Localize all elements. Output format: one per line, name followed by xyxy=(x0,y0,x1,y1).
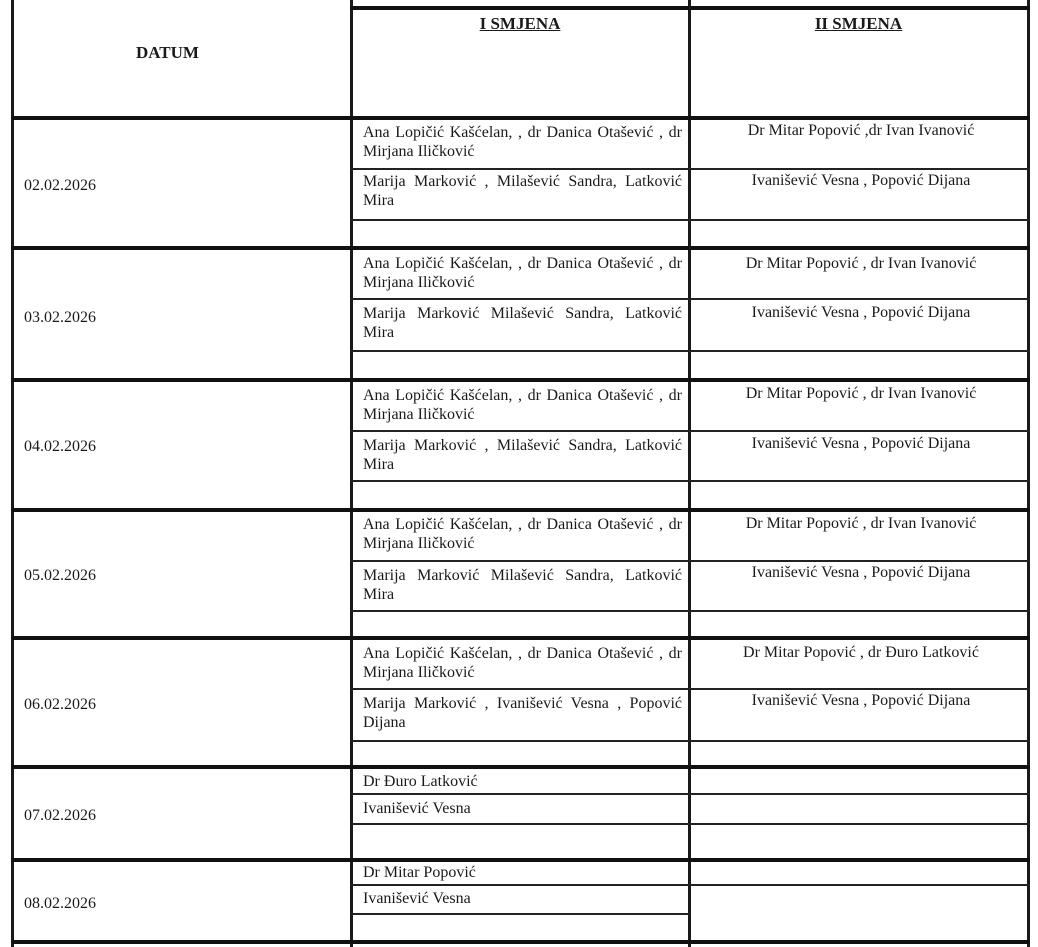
row-separator xyxy=(11,765,1030,769)
subrow-line xyxy=(350,793,1030,795)
shift1-nurses: Marija Marković Milašević Sandra, Latković Mira xyxy=(363,567,682,603)
row-separator xyxy=(11,940,1030,944)
row-separator xyxy=(11,116,1030,120)
row-separator xyxy=(11,508,1030,512)
shift1-doctors: Ana Lopičić Kašćelan, , dr Danica Otašević , dr Mirjana Iličković xyxy=(363,516,682,552)
shift2-doctors: Dr Mitar Popović , dr Đuro Latković xyxy=(743,644,979,661)
shift2-nurses: Ivanišević Vesna , Popović Dijana xyxy=(751,564,971,581)
table-border-right xyxy=(1027,0,1030,947)
row-date: 08.02.2026 xyxy=(24,895,96,912)
row-date: 04.02.2026 xyxy=(24,438,96,455)
subrow-line xyxy=(350,350,1030,352)
shift2-nurses: Ivanišević Vesna , Popović Dijana xyxy=(751,304,971,321)
shift1-nurses: Marija Marković , Milašević Sandra, Latković Mira xyxy=(363,173,682,209)
shift1-doctors: Ana Lopičić Kašćelan, , dr Danica Otašević , dr Mirjana Iličković xyxy=(363,387,682,423)
shift2-nurses: Ivanišević Vesna , Popović Dijana xyxy=(751,435,971,452)
subrow-line xyxy=(350,168,1030,170)
row-date: 07.02.2026 xyxy=(24,807,96,824)
shift1-nurses: Ivanišević Vesna xyxy=(363,890,471,907)
header-datum: DATUM xyxy=(136,43,199,62)
shift1-doctors: Ana Lopičić Kašćelan, , dr Danica Otašević , dr Mirjana Iličković xyxy=(363,124,682,160)
subrow-line xyxy=(350,430,1030,432)
shift2-nurses: Ivanišević Vesna , Popović Dijana xyxy=(751,172,971,189)
subrow-line xyxy=(350,480,1030,482)
row-date: 02.02.2026 xyxy=(24,177,96,194)
subrow-line xyxy=(350,740,1030,742)
row-separator xyxy=(11,858,1030,862)
subrow-line xyxy=(350,823,1030,825)
shift2-doctors: Dr Mitar Popović ,dr Ivan Ivanović xyxy=(747,122,975,139)
shift2-nurses: Ivanišević Vesna , Popović Dijana xyxy=(751,692,971,709)
subrow-line xyxy=(350,219,1030,221)
shift1-doctors: Dr Mitar Popović xyxy=(363,864,476,881)
subrow-line xyxy=(350,560,1030,562)
row-separator xyxy=(11,378,1030,382)
subrow-line xyxy=(350,298,1030,300)
table-border-left xyxy=(11,0,14,947)
subrow-line xyxy=(350,913,690,915)
header-top-line xyxy=(350,6,1030,10)
shift1-nurses: Marija Marković Milašević Sandra, Latković Mira xyxy=(363,305,682,341)
row-date: 05.02.2026 xyxy=(24,567,96,584)
shift2-doctors: Dr Mitar Popović , dr Ivan Ivanović xyxy=(745,515,977,532)
row-separator xyxy=(11,636,1030,640)
subrow-line xyxy=(350,884,1030,886)
column-divider-shifts xyxy=(688,0,691,947)
shift1-doctors: Ana Lopičić Kašćelan, , dr Danica Otašević , dr Mirjana Iličković xyxy=(363,255,682,291)
header-shift-1: I SMJENA xyxy=(479,14,561,33)
row-separator xyxy=(11,246,1030,250)
shift1-nurses: Marija Marković , Ivanišević Vesna , Popović Dijana xyxy=(363,695,682,731)
shift2-doctors: Dr Mitar Popović , dr Ivan Ivanović xyxy=(745,385,977,402)
subrow-line xyxy=(350,688,1030,690)
header-shift-2: II SMJENA xyxy=(814,14,903,33)
shift1-doctors: Ana Lopičić Kašćelan, , dr Danica Otašević , dr Mirjana Iličković xyxy=(363,645,682,681)
shift1-nurses: Marija Marković , Milašević Sandra, Latković Mira xyxy=(363,437,682,473)
row-date: 03.02.2026 xyxy=(24,309,96,326)
shift2-doctors: Dr Mitar Popović , dr Ivan Ivanović xyxy=(745,255,977,272)
shift1-doctors: Dr Đuro Latković xyxy=(363,773,478,790)
row-date: 06.02.2026 xyxy=(24,696,96,713)
shift1-nurses: Ivanišević Vesna xyxy=(363,800,471,817)
subrow-line xyxy=(350,610,1030,612)
